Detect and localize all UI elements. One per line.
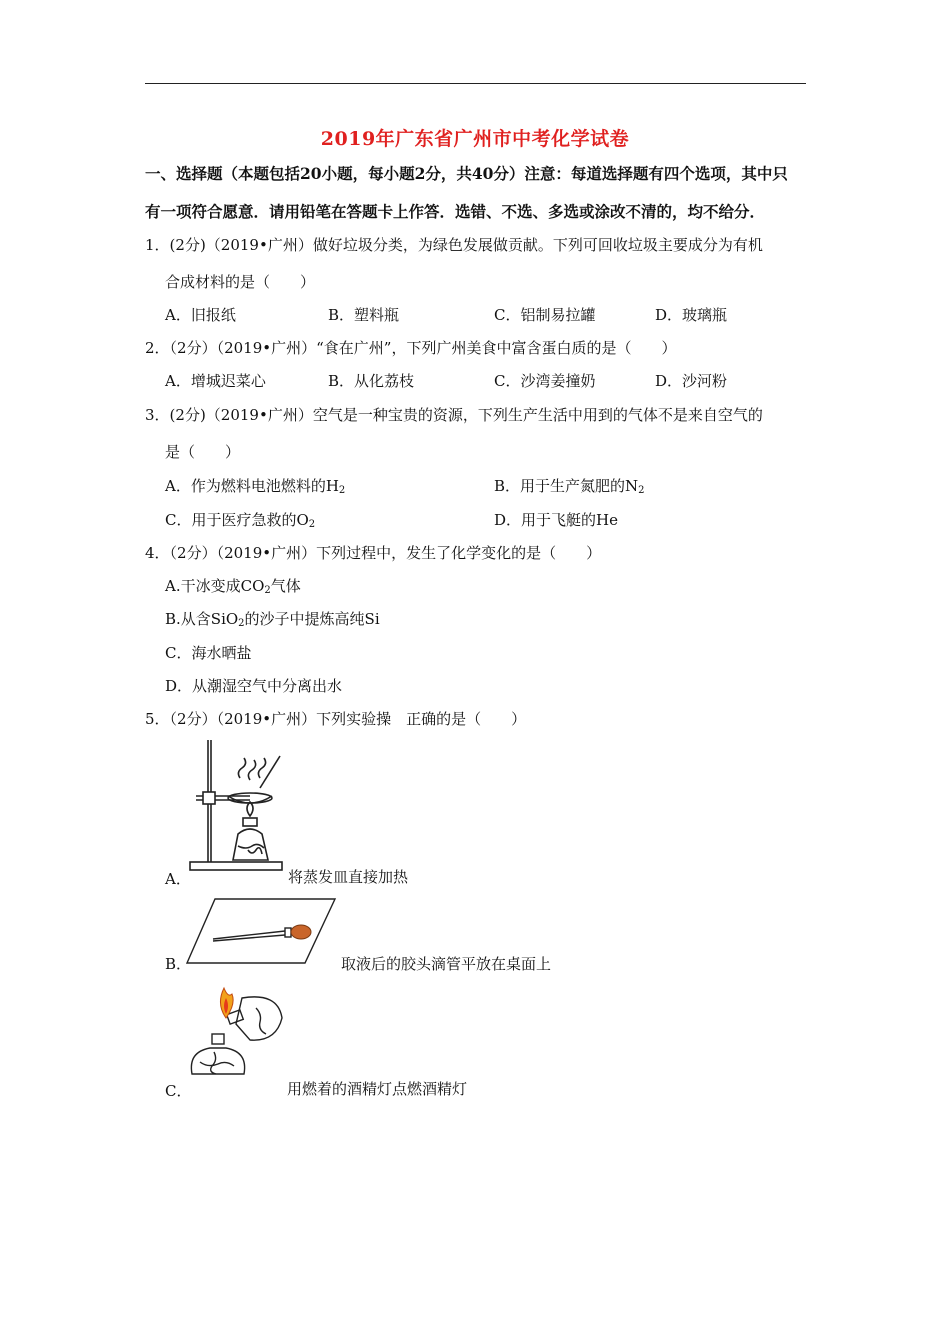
q3-option-b-subscript: 2 [638, 485, 645, 496]
q5-option-a-text: 将蒸发皿直接加热 [288, 868, 409, 886]
q5-option-a-label: A． [165, 870, 191, 888]
q5-option-c-text: 用燃着的酒精灯点燃酒精灯 [287, 1080, 468, 1098]
q1-option-a: A．旧报纸 [165, 306, 236, 324]
q2-option-d: D．沙河粉 [655, 372, 728, 390]
q4-stem: 4．（2分）（2019•广州）下列过程中，发生了化学变化的是（ ） [145, 544, 602, 562]
q1-option-d: D．玻璃瓶 [655, 306, 728, 324]
q5-option-c-label: C． [165, 1082, 192, 1100]
q3-stem-line2: 是（ ） [165, 443, 241, 461]
q3-option-d: D．用于飞艇的He [494, 511, 618, 529]
q5-option-b-label: B． [165, 955, 192, 973]
q1-stem-line1: 1．(2分)（2019•广州）做好垃圾分类，为绿色发展做贡献。下列可回收垃圾主要成分为有机 [145, 236, 763, 254]
q3-option-b [494, 475, 645, 496]
section-instructions-line1: 一、选择题（本题包括20小题，每小题2分，共40分）注意：每道选择题有四个选项，其中只 [145, 164, 788, 183]
header-rule [145, 83, 806, 84]
page-title: 2019年广东省广州市中考化学试卷 [320, 128, 630, 150]
q2-option-a: A．增城迟菜心 [165, 372, 266, 390]
q1-option-c: C．铝制易拉罐 [494, 306, 596, 324]
q4-option-a-subscript: 2 [264, 585, 271, 596]
dropper-on-table-figure [185, 895, 337, 967]
q4-option-c: C．海水晒盐 [165, 644, 252, 662]
q3-option-c-subscript: 2 [308, 519, 316, 530]
q4-option-a-text: A.干冰变成CO [165, 577, 265, 595]
q4-option-b-text: B.从含SiO [165, 610, 239, 628]
q4-option-d: D．从潮湿空气中分离出水 [165, 677, 343, 695]
q2-option-c: C．沙湾姜撞奶 [494, 372, 596, 390]
q4-option-a [165, 575, 301, 596]
q4-option-b-subscript: 2 [238, 618, 245, 629]
q4-option-a-suffix: 气体 [270, 577, 301, 595]
q2-option-b: B．从化荔枝 [328, 372, 415, 390]
lighting-alcohol-lamp-figure [186, 978, 286, 1082]
q3-option-b-text: B．用于生产氮肥的N [494, 477, 639, 495]
q5-option-b-text: 取液后的胶头滴管平放在桌面上 [341, 955, 552, 973]
q5-stem: 5．（2分）（2019•广州）下列实验操 正确的是（ ） [145, 710, 527, 728]
section-instructions-line2: 有一项符合愿意．请用铅笔在答题卡上作答．选错、不选、多选或涂改不清的，均不给分． [145, 202, 766, 221]
evaporating-dish-heating-figure [188, 738, 288, 880]
q3-option-a-text: A．作为燃料电池燃料的H [165, 477, 339, 495]
q3-stem-line1: 3．(2分)（2019•广州）空气是一种宝贵的资源，下列生产生活中用到的气体不是来自空气的 [145, 406, 763, 424]
q3-option-a-subscript: 2 [338, 485, 346, 496]
q2-stem: 2．（2分）（2019•广州）“食在广州”，下列广州美食中富含蛋白质的是（ ） [145, 339, 677, 357]
q1-stem-line2: 合成材料的是（ ） [165, 273, 316, 291]
q1-option-b: B．塑料瓶 [328, 306, 400, 324]
q4-option-b [165, 608, 380, 629]
q4-option-b-suffix: 的沙子中提炼高纯Si [244, 610, 380, 628]
q3-option-c [165, 509, 315, 530]
q3-option-c-text: C．用于医疗急救的O [165, 511, 309, 529]
q3-option-a [165, 475, 345, 496]
